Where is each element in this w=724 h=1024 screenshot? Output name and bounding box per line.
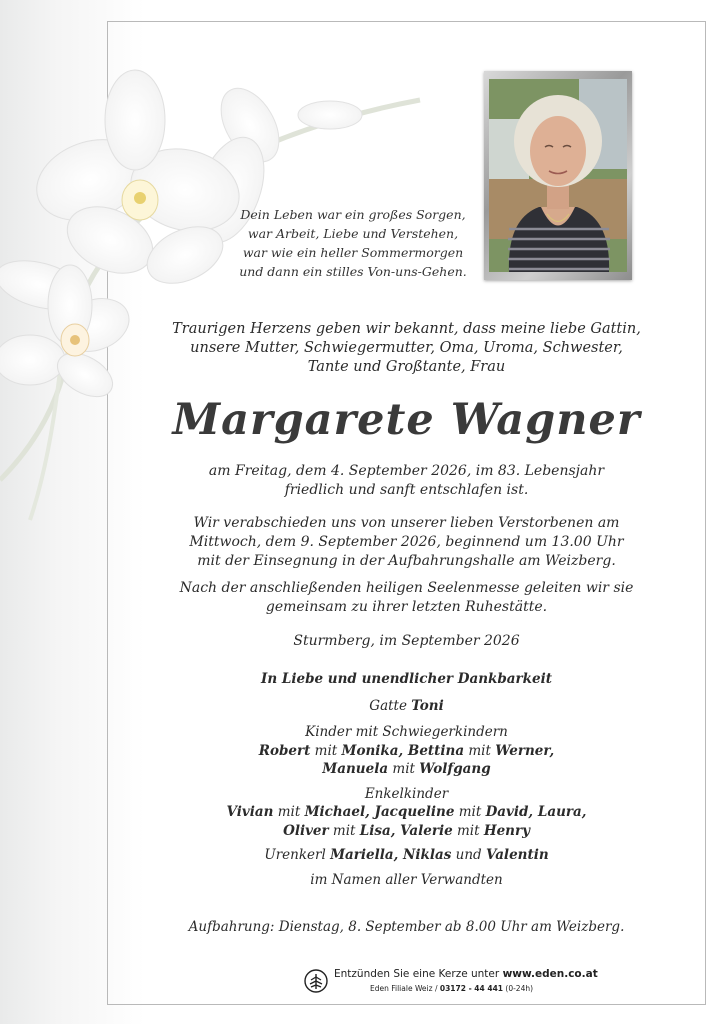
deceased-name: Margarete Wagner xyxy=(172,395,641,445)
requiem-mass xyxy=(107,579,706,617)
farewell-line: Mittwoch, dem 9. September 2026, beginnend um 13.00 Uhr xyxy=(189,534,624,550)
farewell-ceremony xyxy=(107,514,706,571)
poem xyxy=(228,205,478,281)
intro-line: Tante und Großtante, Frau xyxy=(307,359,506,375)
grandchildren-line: Vivian mit Michael, Jacqueline mit David, Laura, xyxy=(226,804,587,820)
family-mourners xyxy=(107,670,706,889)
spouse-name: Toni xyxy=(411,697,444,714)
poem-line: war Arbeit, Liebe und Verstehen, xyxy=(247,226,459,241)
website-link[interactable]: www.eden.co.at xyxy=(502,968,598,980)
announcement-intro xyxy=(107,320,706,377)
grandchildren-line: Oliver mit Lisa, Valerie mit Henry xyxy=(283,822,530,839)
mass-line: Nach der anschließenden heiligen Seelenmesse geleiten wir sie xyxy=(179,580,634,596)
farewell-line: mit der Einsegnung in der Aufbahrungshalle am Weizberg. xyxy=(197,553,616,569)
family-heading: In Liebe und unendlicher Dankbarkeit xyxy=(261,671,552,687)
children-line: Manuela mit Wolfgang xyxy=(322,761,491,777)
eden-tree-logo-icon xyxy=(304,969,328,993)
farewell-line: Wir verabschieden uns von unserer lieben Verstorbenen am xyxy=(193,515,620,531)
closing-line: im Namen aller Verwandten xyxy=(310,871,503,888)
viewing-notice: Aufbahrung: Dienstag, 8. September ab 8.00 Uhr am Weizberg. xyxy=(188,919,625,935)
footer xyxy=(304,968,604,998)
great-grandchildren-line: Urenkerl Mariella, Niklas und Valentin xyxy=(264,847,549,863)
death-notice xyxy=(107,462,706,500)
portrait-frame xyxy=(484,71,632,280)
phone-number: 03172 - 44 441 xyxy=(439,984,504,993)
grandchildren-label: Enkelkinder xyxy=(364,785,449,802)
spouse-line: Gatte Toni xyxy=(369,697,444,714)
intro-line: Traurigen Herzens geben wir bekannt, dass meine liebe Gattin, xyxy=(172,321,641,337)
poem-line: und dann ein stilles Von-uns-Gehen. xyxy=(239,264,467,279)
poem-line: Dein Leben war ein großes Sorgen, xyxy=(240,207,466,222)
place-date: Sturmberg, im September 2026 xyxy=(293,633,520,649)
poem-line: war wie ein heller Sommermorgen xyxy=(242,245,464,260)
portrait-photo xyxy=(489,79,627,272)
mass-line: gemeinsam zu ihrer letzten Ruhestätte. xyxy=(265,599,548,615)
death-line: am Freitag, dem 4. September 2026, im 83. Lebensjahr xyxy=(208,463,605,479)
children-label: Kinder mit Schwiegerkindern xyxy=(305,724,508,740)
branch-contact: Eden Filiale Weiz / 03172 - 44 441 (0-24h) xyxy=(370,984,534,993)
intro-line: unsere Mutter, Schwiegermutter, Oma, Uroma, Schwester, xyxy=(190,340,623,356)
children-line: Robert mit Monika, Bettina mit Werner, xyxy=(258,742,555,759)
death-line: friedlich und sanft entschlafen ist. xyxy=(284,482,529,498)
candle-notice: Entzünden Sie eine Kerze unter www.eden.co.at xyxy=(334,968,598,980)
